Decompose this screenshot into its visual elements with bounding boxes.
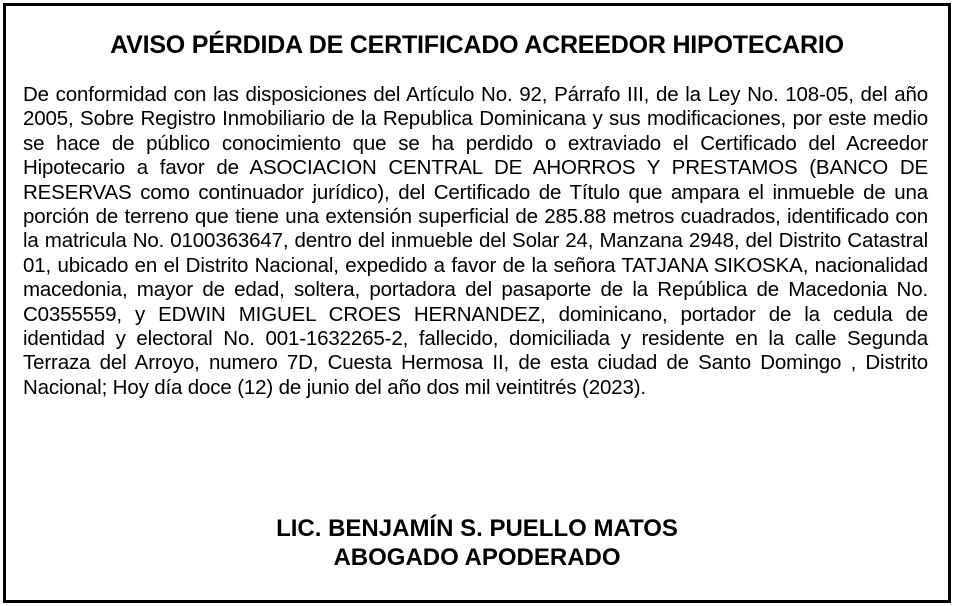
notice-title: AVISO PÉRDIDA DE CERTIFICADO ACREEDOR HIPOTECARIO [110,31,844,59]
signature-role: ABOGADO APODERADO [333,544,621,571]
notice-body: De conformidad con las disposiciones del Artículo No. 92, Párrafo III, de la Ley No. 108-05, del año 2005, Sobre Registro Inmobiliario de la Republica Dominicana y sus modificaciones, por este medio se hace de público conocimiento que se ha perdido o extraviado el Certificado del Acreedor Hipotecario a favor de ASOCIACION CENTRAL DE AHORROS Y PRESTAMOS (BANCO DE RESERVAS como continuador jurídico), del Certificado de Título que ampara el inmueble de una porción de terreno que tiene una extensión superficial de 285.88 metros cuadrados, identificado con la matricula No. 0100363647, dentro del inmueble del Solar 24, Manzana 2948, del Distrito Catastral 01, ubicado en el Distrito Nacional, expedido a favor de la señora TATJANA SIKOSKA, nacionalidad macedonia, mayor de edad, soltera, portadora del pasaporte de la República de Macedonia No. C0355559, y EDWIN MIGUEL CROES HERNANDEZ, dominicano, portador de la cedula de identidad y electoral No. 001-1632265-2, fallecido, domiciliada y residente en la calle Segunda Terraza del Arroyo, numero 7D, Cuesta Hermosa II, de esta ciudad de Santo Domingo , Distrito Nacional; Hoy día doce (12) de junio del año dos mil veintitrés (2023). [23,83,928,399]
signature-name: LIC. BENJAMÍN S. PUELLO MATOS [276,515,678,542]
signature-block [6,514,948,572]
notice-frame [3,3,951,603]
